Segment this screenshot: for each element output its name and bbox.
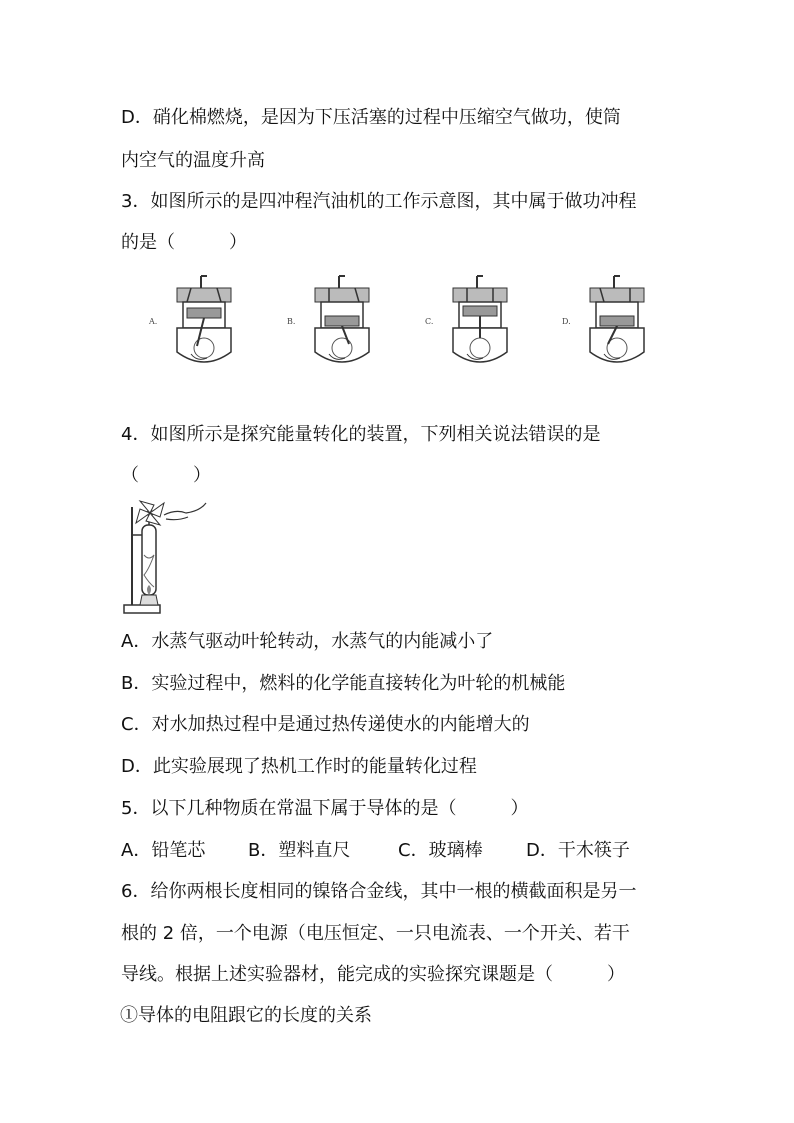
q5-option-c: C．玻璃棒 [398,840,483,861]
engine-figure-a [147,272,257,372]
q4-stem-line2: （ ） [121,465,211,486]
q4-stem-line1: 4．如图所示是探究能量转化的装置，下列相关说法错误的是 [121,424,601,445]
engine-figure-c [423,272,533,372]
q4-option-a: A．水蒸气驱动叶轮转动，水蒸气的内能减小了 [121,631,494,652]
q3-stem-line2: 的是（ ） [121,232,247,253]
q6-stem-line1: 6．给你两根长度相同的镍铬合金线，其中一根的横截面积是另一 [121,881,637,902]
q6-stem-line3: 导线。根据上述实验器材，能完成的实验探究课题是（ ） [121,964,625,985]
q5-option-a: A．铅笔芯 [121,840,206,861]
engine-figure-b [285,272,395,372]
q4-option-b: B．实验过程中，燃料的化学能直接转化为叶轮的机械能 [121,673,566,694]
engine-label-c: C. [425,317,434,326]
engine-label-d: D. [562,317,571,326]
engine-label-b: B. [287,317,296,326]
q5-option-d: D．干木筷子 [526,840,630,861]
q2-option-d-line2: 内空气的温度升高 [121,150,265,171]
engine-figure-d [560,272,670,372]
q2-option-d-line1: D．硝化棉燃烧，是因为下压活塞的过程中压缩空气做功，使筒 [121,107,621,128]
q6-item-1: ①导体的电阻跟它的长度的关系 [120,1005,372,1026]
q4-option-c: C．对水加热过程中是通过热传递使水的内能增大的 [121,714,530,735]
q5-option-b: B．塑料直尺 [248,840,351,861]
q6-stem-line2: 根的 2 倍，一个电源（电压恒定、一只电流表、一个开关、若干 [121,923,630,944]
engine-label-a: A. [149,317,158,326]
q5-stem: 5．以下几种物质在常温下属于导体的是（ ） [121,798,529,819]
q3-stem-line1: 3．如图所示的是四冲程汽油机的工作示意图，其中属于做功冲程 [121,191,637,212]
energy-conversion-apparatus-figure [120,495,210,617]
q4-option-d: D．此实验展现了热机工作时的能量转化过程 [121,756,477,777]
